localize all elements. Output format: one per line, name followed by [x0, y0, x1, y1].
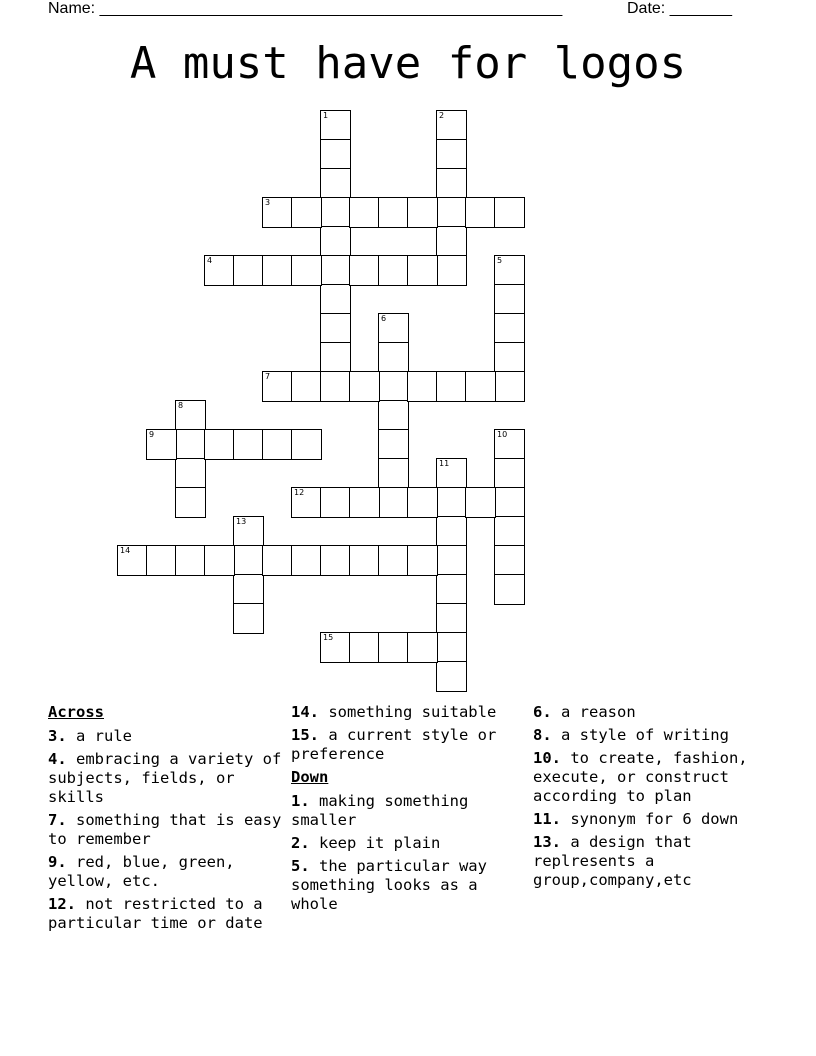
grid-cell[interactable]	[436, 255, 467, 286]
across-clue-list	[48, 727, 288, 933]
grid-cell[interactable]	[117, 545, 148, 576]
grid-cell[interactable]	[436, 371, 467, 402]
grid-cell[interactable]	[378, 197, 409, 228]
grid-cell[interactable]	[436, 574, 467, 605]
grid-cell[interactable]	[494, 197, 525, 228]
grid-cell[interactable]	[320, 110, 351, 141]
clue-item	[48, 727, 288, 746]
grid-cell[interactable]	[233, 574, 264, 605]
down-clue-list-continued	[533, 703, 778, 890]
grid-cell[interactable]	[320, 197, 351, 228]
grid-cell[interactable]	[378, 371, 409, 402]
grid-cell[interactable]	[436, 110, 467, 141]
clue-number: 14	[120, 546, 131, 555]
clue-item	[533, 833, 778, 890]
across-clue-list-continued	[291, 703, 526, 764]
grid-cell[interactable]	[436, 516, 467, 547]
grid-cell[interactable]	[291, 197, 322, 228]
name-field-label: Name: ____________________________________________________	[48, 0, 563, 17]
grid-cell[interactable]	[320, 487, 351, 518]
grid-cell[interactable]	[407, 197, 438, 228]
clue-number: 3	[265, 198, 271, 207]
grid-cell[interactable]	[320, 342, 351, 373]
clue-text: a reason	[551, 703, 636, 721]
clue-number: 13	[236, 517, 247, 526]
grid-cell[interactable]	[175, 545, 206, 576]
grid-cell[interactable]	[378, 487, 409, 518]
grid-cell[interactable]	[320, 139, 351, 170]
clue-number-label: 8.	[533, 726, 552, 744]
grid-cell[interactable]	[349, 197, 380, 228]
grid-cell[interactable]	[320, 313, 351, 344]
grid-cell[interactable]	[233, 516, 264, 547]
clue-number-label: 11.	[533, 810, 561, 828]
grid-cell[interactable]	[349, 632, 380, 663]
clue-text: synonym for 6 down	[561, 810, 739, 828]
grid-cell[interactable]	[146, 545, 177, 576]
grid-cell[interactable]	[436, 197, 467, 228]
grid-cell[interactable]	[262, 429, 293, 460]
grid-cell[interactable]	[291, 255, 322, 286]
grid-cell[interactable]	[436, 632, 467, 663]
clue-number-label: 13.	[533, 833, 561, 851]
grid-cell[interactable]	[262, 197, 293, 228]
grid-cell[interactable]	[262, 255, 293, 286]
clue-text: making something smaller	[291, 792, 469, 829]
clue-number-label: 5.	[291, 857, 310, 875]
clue-number: 5	[497, 256, 503, 265]
clue-item	[48, 811, 288, 849]
grid-cell[interactable]	[262, 371, 293, 402]
grid-cell[interactable]	[146, 429, 177, 460]
grid-cell[interactable]	[378, 632, 409, 663]
clue-number-label: 14.	[291, 703, 319, 721]
clue-item	[291, 726, 526, 764]
clue-item	[291, 857, 526, 914]
clue-number-label: 6.	[533, 703, 552, 721]
clue-number: 2	[439, 111, 445, 120]
clue-number-label: 10.	[533, 749, 561, 767]
grid-cell[interactable]	[175, 400, 206, 431]
grid-cell[interactable]	[378, 313, 409, 344]
grid-cell[interactable]	[465, 487, 496, 518]
grid-cell[interactable]	[494, 284, 525, 315]
clues-column-3	[533, 703, 778, 894]
grid-cell[interactable]	[233, 255, 264, 286]
clue-number-label: 9.	[48, 853, 67, 871]
clue-number: 12	[294, 488, 305, 497]
clue-text: keep it plain	[309, 834, 441, 852]
grid-cell[interactable]	[320, 284, 351, 315]
down-heading: Down	[291, 768, 329, 786]
grid-cell[interactable]	[204, 255, 235, 286]
grid-cell[interactable]	[407, 487, 438, 518]
grid-cell[interactable]	[175, 487, 206, 518]
grid-cell[interactable]	[494, 371, 525, 402]
clue-number-label: 15.	[291, 726, 319, 744]
grid-cell[interactable]	[494, 429, 525, 460]
grid-cell[interactable]	[320, 632, 351, 663]
grid-cell[interactable]	[436, 226, 467, 257]
grid-cell[interactable]	[291, 371, 322, 402]
grid-cell[interactable]	[320, 168, 351, 199]
grid-cell[interactable]	[494, 574, 525, 605]
clue-item	[291, 834, 526, 853]
grid-cell[interactable]	[349, 487, 380, 518]
clue-text: the particular way something looks as a whole	[291, 857, 487, 913]
clue-number: 10	[497, 430, 508, 439]
clue-number-label: 12.	[48, 895, 76, 913]
grid-cell[interactable]	[494, 545, 525, 576]
grid-cell[interactable]	[262, 545, 293, 576]
grid-cell[interactable]	[233, 429, 264, 460]
grid-cell[interactable]	[407, 545, 438, 576]
grid-cell[interactable]	[204, 429, 235, 460]
clue-number: 1	[323, 111, 329, 120]
grid-cell[interactable]	[291, 429, 322, 460]
grid-cell[interactable]	[320, 371, 351, 402]
grid-cell[interactable]	[436, 168, 467, 199]
clue-number: 7	[265, 372, 271, 381]
grid-cell[interactable]	[378, 255, 409, 286]
clue-text: red, blue, green, yellow, etc.	[48, 853, 235, 890]
clue-item	[48, 895, 288, 933]
clue-number-label: 7.	[48, 811, 67, 829]
clue-number: 11	[439, 459, 450, 468]
clue-number: 4	[207, 256, 213, 265]
clue-number: 15	[323, 633, 334, 642]
grid-cell[interactable]	[465, 371, 496, 402]
grid-cell[interactable]	[378, 458, 409, 489]
grid-cell[interactable]	[407, 255, 438, 286]
clue-number-label: 1.	[291, 792, 310, 810]
clue-item	[48, 750, 288, 807]
clue-item	[533, 749, 778, 806]
clue-number: 8	[178, 401, 184, 410]
clue-item	[291, 792, 526, 830]
clue-number: 6	[381, 314, 387, 323]
grid-cell[interactable]	[320, 226, 351, 257]
grid-cell[interactable]	[320, 545, 351, 576]
clue-text: not restricted to a particular time or date	[48, 895, 263, 932]
grid-cell[interactable]	[407, 632, 438, 663]
clue-text: a style of writing	[551, 726, 729, 744]
clues-column-2	[291, 703, 526, 918]
grid-cell[interactable]	[233, 603, 264, 634]
grid-cell[interactable]	[436, 545, 467, 576]
clue-text: a current style or preference	[291, 726, 497, 763]
grid-cell[interactable]	[494, 313, 525, 344]
clue-item	[291, 703, 526, 722]
clue-number: 9	[149, 430, 155, 439]
across-heading: Across	[48, 703, 104, 721]
grid-cell[interactable]	[349, 255, 380, 286]
grid-cell[interactable]	[465, 197, 496, 228]
grid-cell[interactable]	[378, 545, 409, 576]
down-clue-list	[291, 792, 526, 914]
grid-cell[interactable]	[436, 661, 467, 692]
clue-item	[533, 810, 778, 829]
grid-cell[interactable]	[378, 342, 409, 373]
grid-cell[interactable]	[349, 371, 380, 402]
clue-item	[533, 726, 778, 745]
clue-text: to create, fashion, execute, or construct according to plan	[533, 749, 748, 805]
grid-cell[interactable]	[494, 458, 525, 489]
grid-cell[interactable]	[407, 371, 438, 402]
grid-cell[interactable]	[494, 487, 525, 518]
clue-item	[533, 703, 778, 722]
grid-cell[interactable]	[494, 516, 525, 547]
puzzle-title: A must have for logos	[129, 38, 687, 89]
grid-cell[interactable]	[233, 545, 264, 576]
grid-cell[interactable]	[291, 545, 322, 576]
clue-text: a rule	[66, 727, 132, 745]
grid-cell[interactable]	[204, 545, 235, 576]
clue-text: something suitable	[319, 703, 497, 721]
date-field-label: Date: _______	[627, 0, 732, 17]
clue-text: a design that replresents a group,company,etc	[533, 833, 692, 889]
grid-cell[interactable]	[291, 487, 322, 518]
clue-number-label: 2.	[291, 834, 310, 852]
clue-text: something that is easy to remember	[48, 811, 282, 848]
clue-item	[48, 853, 288, 891]
grid-cell[interactable]	[436, 603, 467, 634]
grid-cell[interactable]	[378, 429, 409, 460]
grid-cell[interactable]	[494, 342, 525, 373]
grid-cell[interactable]	[378, 400, 409, 431]
clue-number-label: 3.	[48, 727, 67, 745]
clues-column-1	[48, 703, 288, 937]
grid-cell[interactable]	[494, 255, 525, 286]
grid-cell[interactable]	[320, 255, 351, 286]
grid-cell[interactable]	[436, 487, 467, 518]
grid-cell[interactable]	[436, 458, 467, 489]
grid-cell[interactable]	[175, 458, 206, 489]
grid-cell[interactable]	[349, 545, 380, 576]
clue-number-label: 4.	[48, 750, 67, 768]
grid-cell[interactable]	[175, 429, 206, 460]
grid-cell[interactable]	[436, 139, 467, 170]
clue-text: embracing a variety of subjects, fields, or skills	[48, 750, 282, 806]
